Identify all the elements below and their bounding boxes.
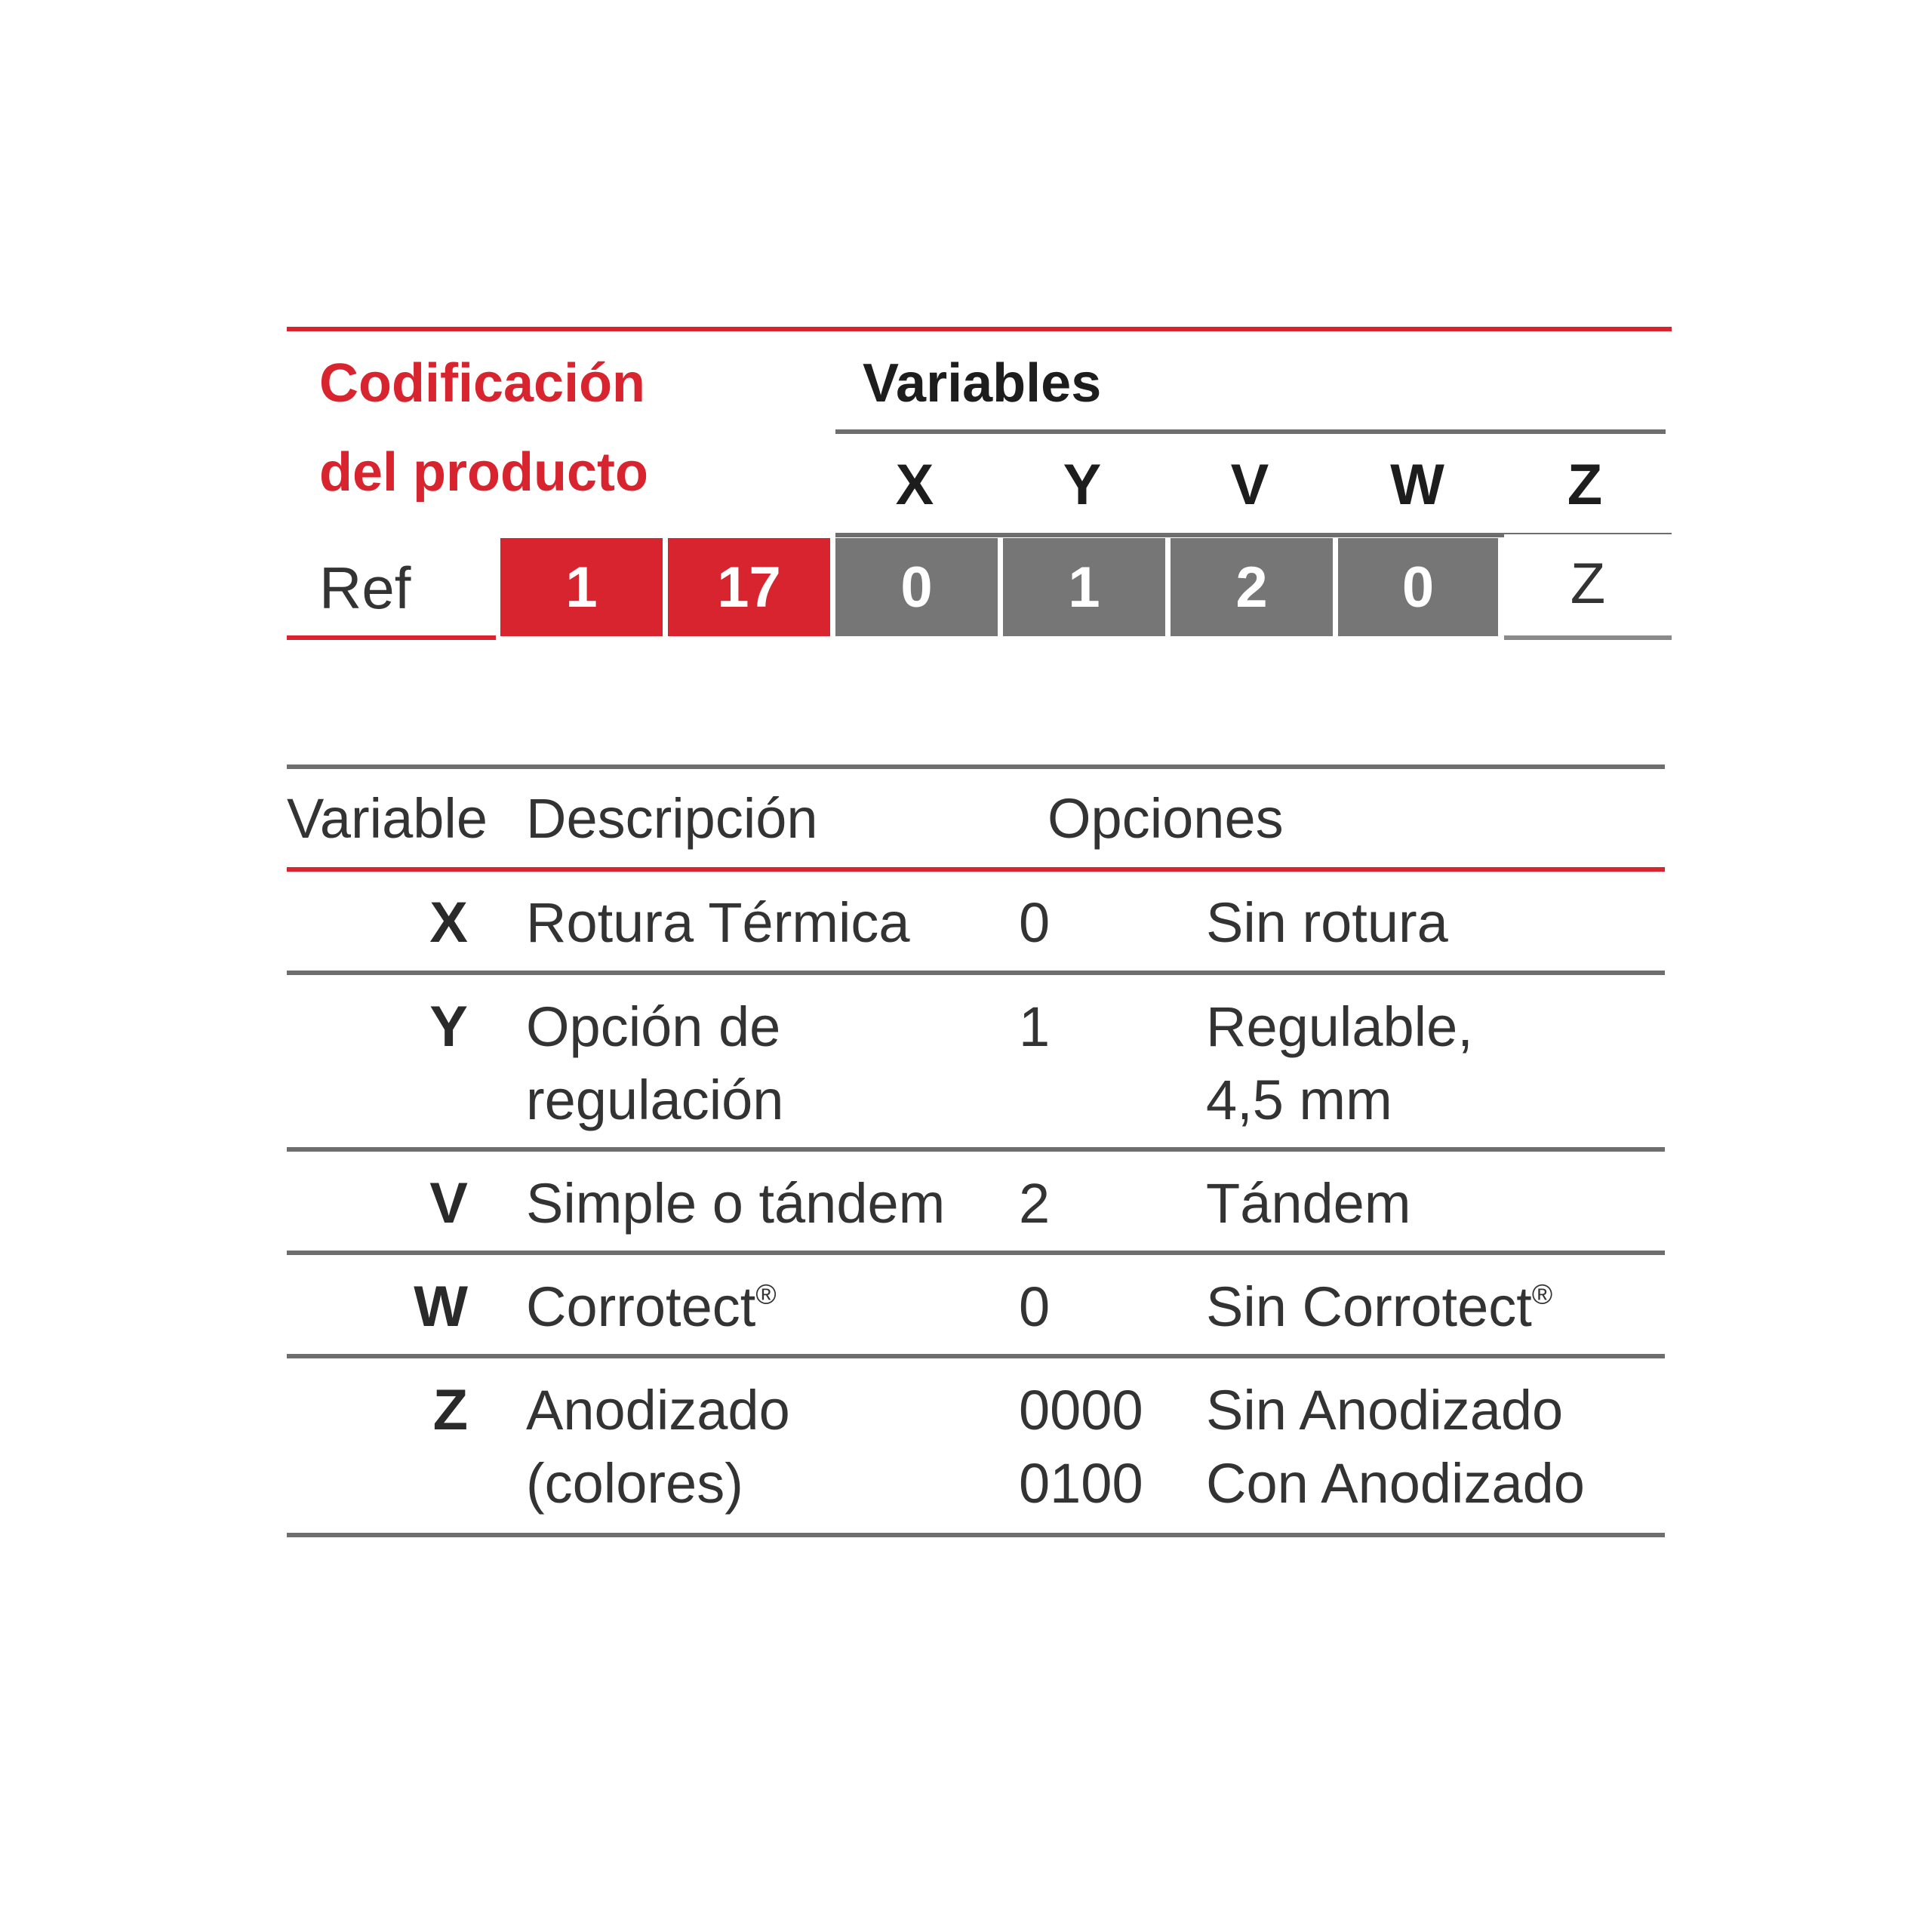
row-option-w-text: Sin Corrotect — [1206, 1275, 1532, 1338]
top-red-rule — [287, 327, 1672, 331]
code-cell-1: 1 — [500, 538, 663, 636]
variable-letter-z: Z — [1567, 453, 1603, 517]
row-description-v: Simple o tándem — [526, 1172, 946, 1235]
table-header-description: Descripción — [526, 787, 818, 850]
row-rule-w — [287, 1354, 1665, 1358]
row-variable-x: X — [429, 891, 468, 955]
table-header-rule — [287, 867, 1665, 872]
row-option-y-line2: 4,5 mm — [1206, 1069, 1392, 1131]
row-description-y-line1: Opción de — [526, 995, 781, 1058]
code-cell-x: 0 — [835, 538, 998, 636]
ref-underline — [287, 635, 496, 640]
ref-label: Ref — [319, 555, 411, 621]
table-header-variable: Variable — [287, 787, 488, 850]
row-code-x: 0 — [1019, 891, 1051, 954]
row-code-v: 2 — [1019, 1172, 1051, 1235]
row-description-x: Rotura Térmica — [526, 891, 910, 954]
row-description-w — [526, 1270, 777, 1343]
row-code-w: 0 — [1019, 1275, 1051, 1338]
variables-title: Variables — [863, 353, 1102, 414]
coding-title-line2: del producto — [319, 442, 648, 503]
variable-letter-y: Y — [1063, 453, 1102, 517]
row-option-x: Sin rotura — [1206, 891, 1448, 954]
code-cell-w: 0 — [1338, 538, 1498, 636]
row-code-z-line2: 0100 — [1019, 1452, 1143, 1515]
code-cell-z-underline — [1504, 635, 1672, 640]
code-cell-y: 1 — [1003, 538, 1165, 636]
registered-mark: ® — [755, 1278, 777, 1310]
row-code-z-line1: 0000 — [1019, 1379, 1143, 1441]
row-description-w-text: Corrotect — [526, 1275, 756, 1338]
table-top-rule — [287, 764, 1665, 769]
row-option-w — [1206, 1270, 1552, 1343]
code-cell-z: Z — [1504, 534, 1672, 632]
code-cell-17: 17 — [668, 538, 830, 636]
row-variable-z: Z — [432, 1378, 468, 1442]
variable-letter-v: V — [1230, 453, 1269, 517]
row-variable-v: V — [429, 1171, 468, 1235]
row-option-z-line2: Con Anodizado — [1206, 1452, 1585, 1515]
table-header-options: Opciones — [1048, 787, 1284, 850]
row-description-z-line1: Anodizado — [526, 1379, 790, 1441]
code-cell-v: 2 — [1171, 538, 1333, 636]
row-option-v: Tándem — [1206, 1172, 1411, 1235]
row-option-z-line1: Sin Anodizado — [1206, 1379, 1564, 1441]
row-code-y: 1 — [1019, 995, 1051, 1058]
row-rule-v — [287, 1251, 1665, 1255]
coding-title-line1: Codificación — [319, 353, 646, 414]
variable-letter-w: W — [1390, 453, 1444, 517]
row-variable-w: W — [414, 1275, 468, 1339]
row-variable-y: Y — [429, 995, 468, 1059]
registered-mark: ® — [1531, 1278, 1553, 1310]
variable-letter-x: X — [895, 453, 934, 517]
row-rule-x — [287, 971, 1665, 975]
table-bottom-rule — [287, 1533, 1665, 1537]
variables-rule — [835, 429, 1666, 434]
row-option-y-line1: Regulable, — [1206, 995, 1473, 1058]
row-rule-y — [287, 1147, 1665, 1152]
row-description-z-line2: (colores) — [526, 1452, 743, 1515]
row-description-y-line2: regulación — [526, 1069, 784, 1131]
